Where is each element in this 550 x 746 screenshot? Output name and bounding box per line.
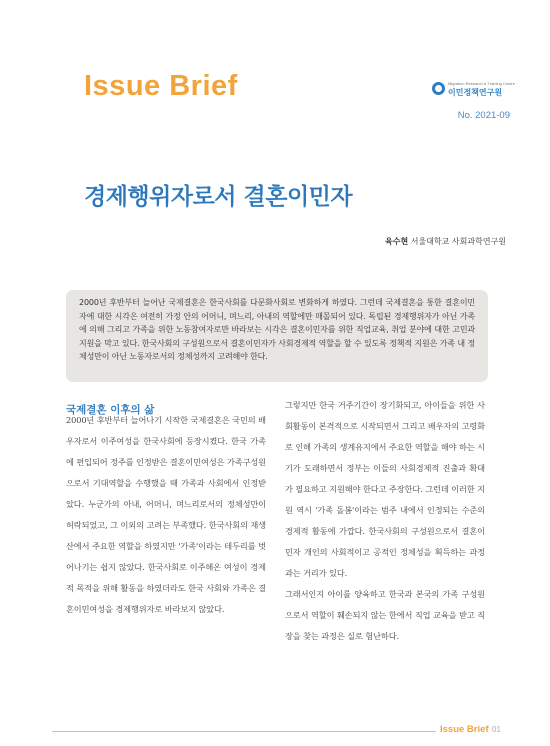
issue-brief-brand: Issue Brief: [84, 70, 238, 102]
body-column-right: [285, 395, 485, 647]
footer-brand: Issue Brief: [440, 724, 489, 735]
summary-box: [66, 290, 488, 382]
author-affiliation: 서울대학교 사회과학연구원: [410, 237, 506, 246]
section-heading: 국제결혼 이후의 삶: [66, 404, 155, 416]
institute-name-en: Migration Research & Training Centre: [448, 81, 515, 86]
issue-number: No. 2021-09: [457, 110, 510, 121]
page-number: 01: [492, 725, 501, 734]
page-title: 경제행위자로서 결혼이민자: [84, 184, 353, 210]
footer-divider: [52, 731, 436, 732]
institute-logo: [432, 81, 515, 97]
body-paragraph: 그렇지만 한국 거주기간이 장기화되고, 아이들을 위한 사회활동이 본격적으로 시작되면서 그리고 배우자의 고령화로 인해 가족의 생계유지에서 주요한 역할을 해야 하는 시기가 도래하면서 정부는 이들의 사회경제적 진출과 확대가 필요하고 지원해야 한다고 주장한다. 그런데 이러한 지원 역시 '가족 돌봄'이라는 범주 내에서 인정되는 수준의 경제적 활동에 가깝다. 한국사회의 구성원으로서 결혼이민자 개인의 사회적이고 공적인 정체성을 획득하는 과정과는 거리가 있다.: [285, 400, 485, 578]
institute-name-ko: 이민정책연구원: [448, 88, 503, 97]
author-name: 육수현: [384, 237, 409, 246]
summary-text: 2000년 후반부터 늘어난 국제결혼은 한국사회를 다문화사회로 변화하게 하였다. 그런데 국제결혼을 통한 결혼이민자에 대한 시각은 여전히 가정 안의 어머니, 며느리, 아내의 역할에만 매몰되어 있다. 독립된 경제행위자가 아닌 가족에 의해 그리고 가족을 위한 노동참여자로만 바라보는 시각은 결혼이민자를 위한 직업교육, 취업 분야에 대한 고민과 지원을 막고 있다. 한국사회의 구성원으로서 결혼이민자가 사회경제적 역할을 할 수 있도록 정책적 지원은 가족 내 정체성만이 아닌 노동자로서의 정체성까지 고려해야 한다.: [79, 298, 475, 361]
body-paragraph: 2000년 후반부터 늘어나기 시작한 국제결혼은 국민의 배우자로서 이주여성을 한국사회에 등장시켰다. 한국 가족에 편입되어 정주를 인정받은 결혼이민여성은 가족구성원으로서 기대역할을 수행했을 때 가족과 사회에서 인정받았다. 누군가의 아내, 어머니, 며느리로서의 정체성만이 허락되었고, 그 이외의 고려는 부족했다. 한국사회의 재생산에서 주요한 역할을 하였지만 '가족'이라는 테두리를 벗어나기는 쉽지 않았다. 한국사회로 이주해온 여성이 경제적 목적을 위해 활동을 하였더라도 한국 사회와 가족은 결혼이민여성을 경제행위자로 바라보지 않았다.: [66, 415, 266, 614]
body-column-left: [66, 410, 266, 620]
body-paragraph: 그래서인지 아이를 양육하고 한국과 본국의 가족 구성원으로서 역할이 훼손되지 않는 한에서 직업 교육을 받고 직장을 찾는 과정은 실로 험난하다.: [285, 589, 485, 641]
author-line: [250, 236, 506, 247]
institute-logo-icon: [432, 82, 445, 95]
